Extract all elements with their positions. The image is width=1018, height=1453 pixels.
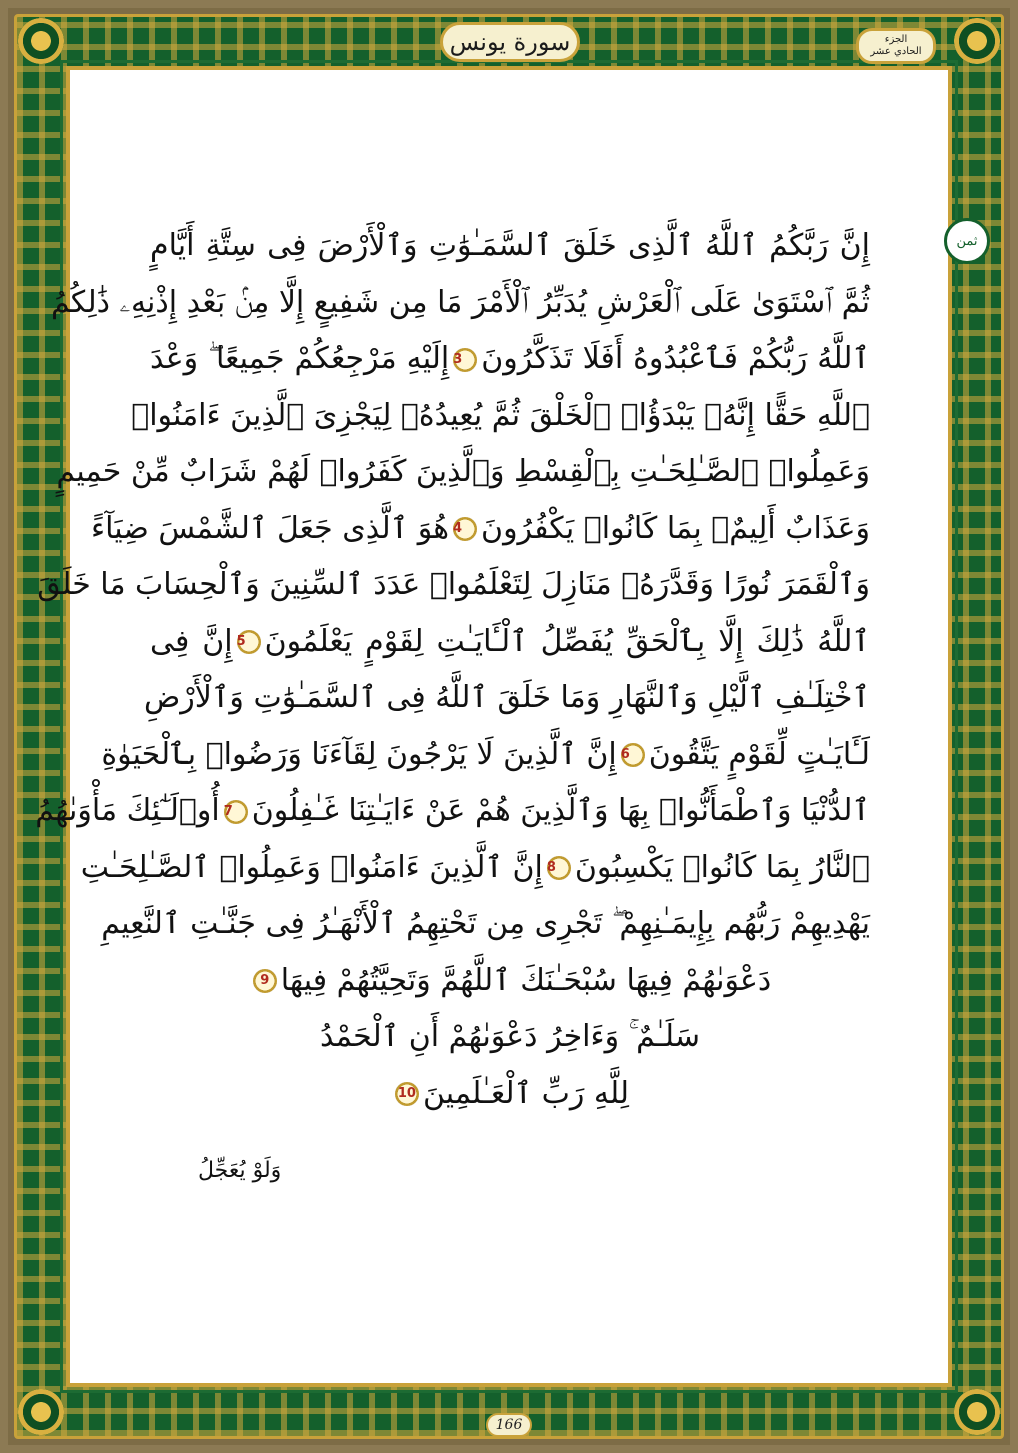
text-line: سَلَـٰمٌ ۚ وَءَاخِرُ دَعْوَىٰهُمْ أَنِ ٱلْحَمْدُ — [320, 1019, 700, 1054]
text-line: إِنَّ رَبَّكُمُ ٱللَّهُ ٱلَّذِى خَلَقَ ٱلسَّمَـٰوَٰتِ وَٱلْأَرْضَ فِى سِتَّةِ أَيَّامٍ — [150, 228, 870, 263]
verse-number-marker: 8 — [547, 856, 571, 880]
text-line: لِلَّهِ رَبِّ ٱلْعَـٰلَمِينَ10 — [150, 1066, 870, 1123]
quran-text — [35, 218, 870, 1122]
text-line: ٱلدُّنْيَا وَٱطْمَأَنُّوا۟ بِهَا وَٱلَّذِينَ هُمْ عَنْ ءَايَـٰتِنَا غَـٰفِلُونَ7أُو۟لَـٰٓئِكَ مَأْوَىٰهُمُ — [35, 793, 870, 828]
text-line: وَٱلْقَمَرَ نُورًا وَقَدَّرَهُۥ مَنَازِلَ لِتَعْلَمُوا۟ عَدَدَ ٱلسِّنِينَ وَٱلْحِسَابَ مَا خَلَقَ — [37, 567, 870, 602]
catchword: وَلَوْ يُعَجِّلُ — [198, 1158, 282, 1183]
text-line: ٱللَّهُ رَبُّكُمْ فَٱعْبُدُوهُ أَفَلَا تَذَكَّرُونَ3إِلَيْهِ مَرْجِعُكُمْ جَمِيعًا ۖ وَعْدَ — [150, 341, 870, 376]
surah-name-cartouche — [440, 22, 580, 62]
verse-number-marker: 9 — [253, 969, 277, 993]
corner-ornament-icon — [18, 1389, 64, 1435]
verse-number-marker: 10 — [395, 1082, 419, 1106]
corner-ornament-icon — [954, 18, 1000, 64]
verse-number-marker: 3 — [453, 348, 477, 372]
text-line: ٱخْتِلَـٰفِ ٱلَّيْلِ وَٱلنَّهَارِ وَمَا خَلَقَ ٱللَّهُ فِى ٱلسَّمَـٰوَٰتِ وَٱلْأَرْضِ — [143, 680, 870, 715]
juz-label-line2: الحادي عشر — [870, 46, 922, 57]
surah-name: سورة يونس — [449, 28, 571, 56]
verse-number-marker: 7 — [224, 800, 248, 824]
page-number: 166 — [486, 1413, 532, 1437]
text-line: لَـَٔايَـٰتٍ لِّقَوْمٍ يَتَّقُونَ6إِنَّ ٱلَّذِينَ لَا يَرْجُونَ لِقَآءَنَا وَرَضُوا۟ بِٱلْحَيَوٰةِ — [101, 736, 870, 772]
text-line: وَعَذَابٌ أَلِيمٌۢ بِمَا كَانُوا۟ يَكْفُرُونَ4هُوَ ٱلَّذِى جَعَلَ ٱلشَّمْسَ ضِيَآءً — [91, 510, 870, 546]
quarter-marker-icon — [944, 218, 990, 264]
corner-ornament-icon — [954, 1389, 1000, 1435]
text-line: يَهْدِيهِمْ رَبُّهُم بِإِيمَـٰنِهِمْ ۖ تَجْرِى مِن تَحْتِهِمُ ٱلْأَنْهَـٰرُ فِى جَنَّـٰتِ ٱلنَّعِيمِ — [101, 906, 870, 941]
juz-cartouche — [856, 28, 936, 64]
text-line: ٱللَّهِ حَقًّا إِنَّهُۥ يَبْدَؤُا۟ ٱلْخَلْقَ ثُمَّ يُعِيدُهُۥ لِيَجْزِىَ ٱلَّذِينَ ءَامَنُوا۟ — [131, 397, 870, 433]
text-line: وَعَمِلُوا۟ ٱلصَّـٰلِحَـٰتِ بِٱلْقِسْطِ وَٱلَّذِينَ كَفَرُوا۟ لَهُمْ شَرَابٌ مِّنْ حَمِيمٍ — [56, 454, 870, 489]
text-line: ٱلنَّارُ بِمَا كَانُوا۟ يَكْسِبُونَ8إِنَّ ٱلَّذِينَ ءَامَنُوا۟ وَعَمِلُوا۟ ٱلصَّـٰلِحَـٰتِ — [80, 849, 870, 885]
juz-label-line1: الجزء — [884, 34, 908, 45]
verse-number-marker: 4 — [453, 517, 477, 541]
text-line: دَعْوَىٰهُمْ فِيهَا سُبْحَـٰنَكَ ٱللَّهُمَّ وَتَحِيَّتُهُمْ فِيهَا9 — [150, 953, 870, 1010]
corner-ornament-icon — [18, 18, 64, 64]
quarter-marker-label: ثمن — [956, 233, 978, 249]
verse-number-marker: 5 — [237, 630, 261, 654]
verse-number-marker: 6 — [621, 743, 645, 767]
text-line: ٱللَّهُ ذَٰلِكَ إِلَّا بِٱلْحَقِّ يُفَصِّلُ ٱلْـَٔايَـٰتِ لِقَوْمٍ يَعْلَمُونَ5إِنَّ فِى — [150, 623, 870, 659]
text-line: ثُمَّ ٱسْتَوَىٰ عَلَى ٱلْعَرْشِ يُدَبِّرُ ٱلْأَمْرَ مَا مِن شَفِيعٍ إِلَّا مِنۢ بَعْدِ إِذْنِهِۦ ذَٰلِكُمُ — [50, 284, 870, 320]
